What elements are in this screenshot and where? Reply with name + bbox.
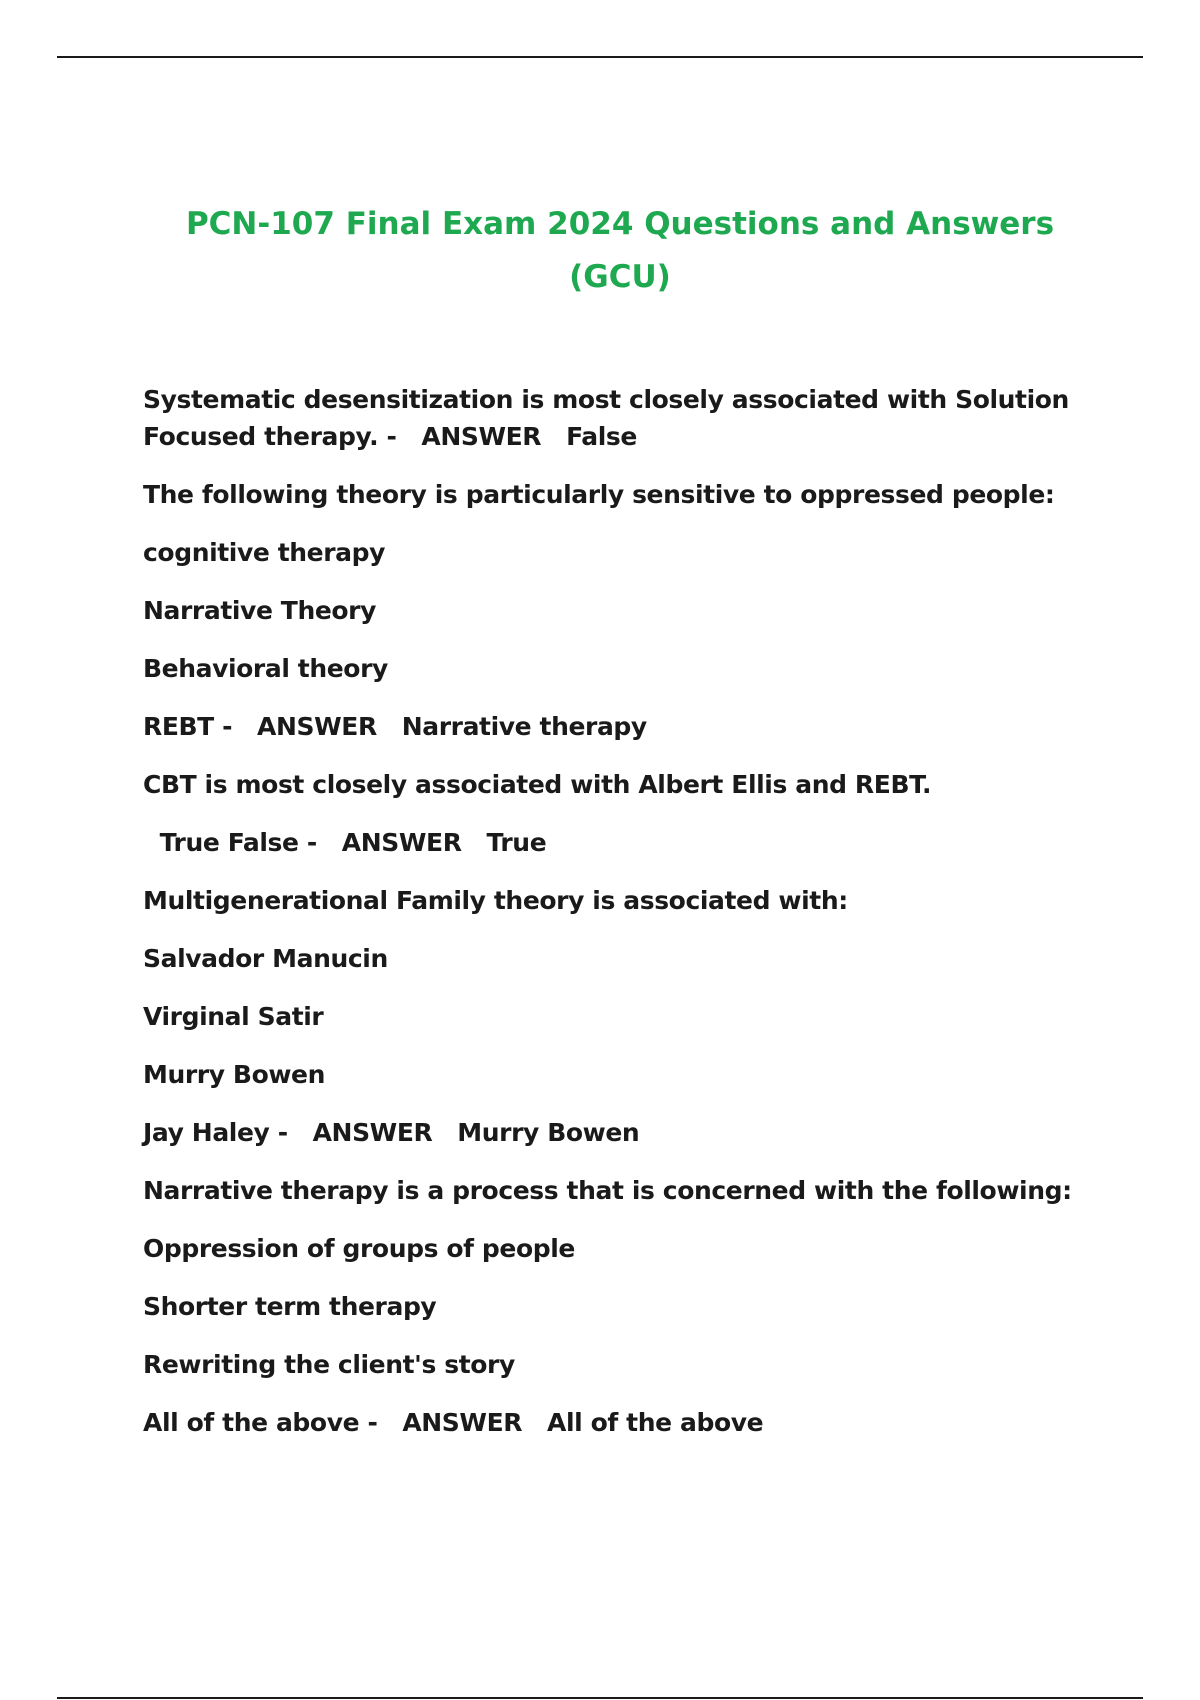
question-2-option-1: cognitive therapy: [143, 538, 386, 567]
question-2-line: The following theory is particularly sensitive to oppressed people:: [143, 480, 1055, 509]
question-1-line: Systematic desensitization is most closely associated with Solution Focused therapy. - ANSWER False: [143, 385, 1078, 451]
question-2-answer-line: REBT - ANSWER Narrative therapy: [143, 712, 647, 741]
document-body: [143, 381, 1103, 1462]
question-2-option-3: Behavioral theory: [143, 654, 388, 683]
question-5-option-2: Shorter term therapy: [143, 1292, 437, 1321]
question-4-option-2: Virginal Satir: [143, 1002, 324, 1031]
question-5-option-3: Rewriting the client's story: [143, 1350, 515, 1379]
question-5-option-1: Oppression of groups of people: [143, 1234, 575, 1263]
question-4-answer-line: Jay Haley - ANSWER Murry Bowen: [143, 1118, 640, 1147]
document-title: PCN-107 Final Exam 2024 Questions and Answers (GCU): [185, 206, 1055, 295]
question-4-line: Multigenerational Family theory is associated with:: [143, 886, 848, 915]
bottom-rule: [57, 1697, 1143, 1699]
question-5-line: Narrative therapy is a process that is concerned with the following:: [143, 1176, 1072, 1205]
question-4-option-1: Salvador Manucin: [143, 944, 388, 973]
question-4-option-3: Murry Bowen: [143, 1060, 326, 1089]
question-2-option-2: Narrative Theory: [143, 596, 377, 625]
question-3-line: CBT is most closely associated with Albert Ellis and REBT.: [143, 770, 932, 799]
question-5-answer-line: All of the above - ANSWER All of the above: [143, 1408, 764, 1437]
question-3-answer-line: True False - ANSWER True: [143, 828, 547, 857]
top-rule: [57, 56, 1143, 58]
